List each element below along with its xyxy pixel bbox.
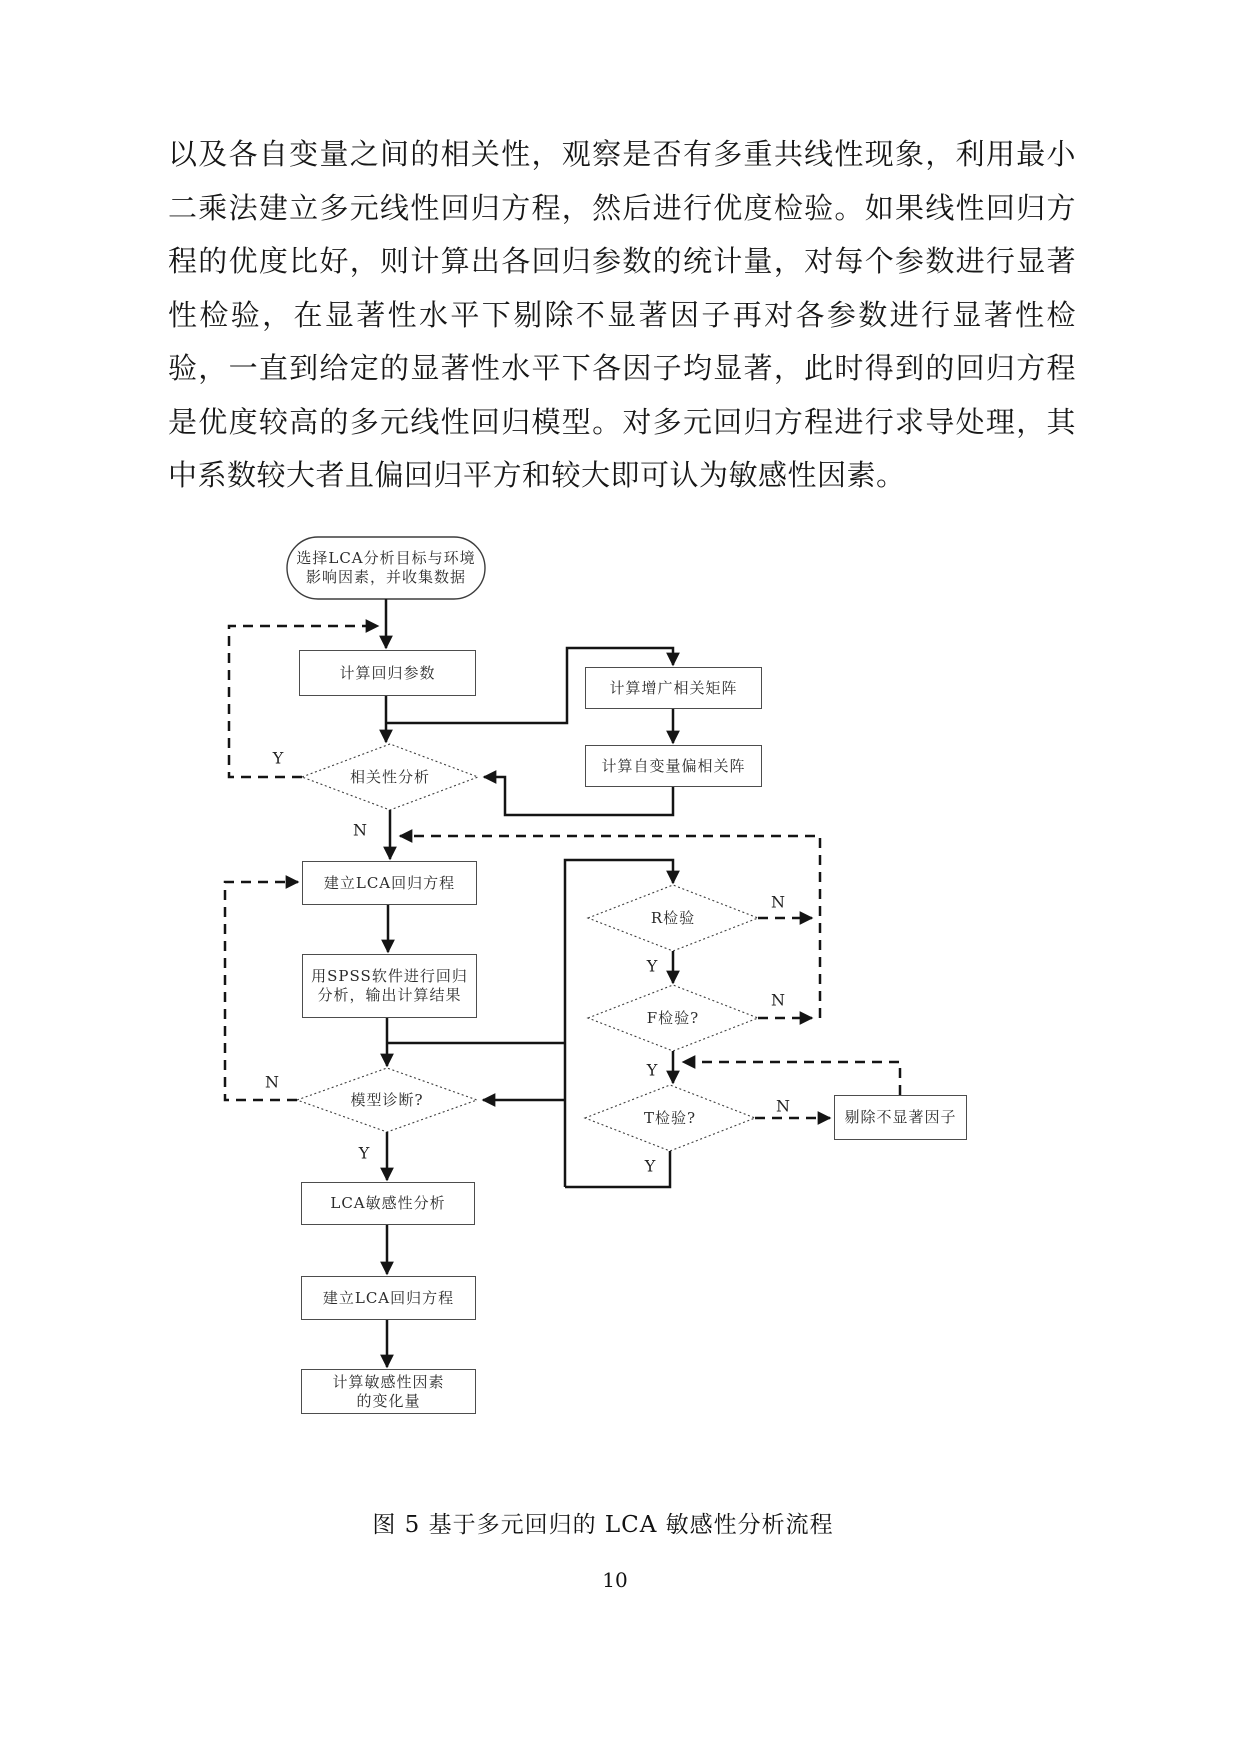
node-lca-sensitivity: LCA敏感性分析 <box>301 1182 475 1225</box>
label-correlation-no: N <box>353 820 367 840</box>
page-number: 10 <box>602 1568 628 1592</box>
node-spss-line2: 分析，输出计算结果 <box>317 986 462 1004</box>
figure-flowchart <box>150 500 1050 1440</box>
node-calc-sensitivity-change <box>301 1369 476 1414</box>
node-start-line1: 选择LCA分析目标与环境 <box>296 549 476 567</box>
node-calc-partial-matrix: 计算自变量偏相关阵 <box>585 745 762 787</box>
node-start-line2: 影响因素，并收集数据 <box>305 568 466 586</box>
node-model-diagnosis: 模型诊断? <box>350 1090 424 1109</box>
node-spss-line1: 用SPSS软件进行回归 <box>311 967 468 985</box>
node-build-lca-regression-2: 建立LCA回归方程 <box>301 1276 476 1320</box>
figure-caption: 图 5 基于多元回归的 LCA 敏感性分析流程 <box>372 1512 834 1538</box>
node-spss-regression <box>302 954 477 1018</box>
label-r-test-yes: Y <box>646 956 658 976</box>
node-calc-augmented-matrix: 计算增广相关矩阵 <box>585 667 762 709</box>
label-t-test-no: N <box>776 1096 790 1116</box>
node-remove-insignificant: 剔除不显著因子 <box>834 1095 967 1140</box>
node-calc-sensitivity-change-line1: 计算敏感性因素 <box>332 1372 445 1391</box>
node-start <box>287 537 485 599</box>
label-diagnosis-yes: Y <box>358 1143 370 1163</box>
node-f-test: F检验? <box>646 1008 700 1027</box>
node-build-lca-regression-1: 建立LCA回归方程 <box>302 861 477 905</box>
node-calc-regression-params: 计算回归参数 <box>299 650 476 696</box>
label-f-test-no: N <box>771 990 785 1010</box>
label-correlation-yes: Y <box>272 748 284 768</box>
flowchart-connectors <box>150 500 1050 1440</box>
label-diagnosis-no: N <box>265 1072 279 1092</box>
node-r-test: R检验 <box>650 908 696 927</box>
node-calc-sensitivity-change-line2: 的变化量 <box>356 1391 421 1410</box>
label-t-test-yes: Y <box>644 1156 656 1176</box>
label-r-test-no: N <box>771 892 785 912</box>
body-paragraph: 以及各自变量之间的相关性，观察是否有多重共线性现象，利用最小二乘法建立多元线性回归方程，然后进行优度检验。如果线性回归方程的优度比好，则计算出各回归参数的统计量，对每个参数进行显著性检验，在显著性水平下剔除不显著因子再对各参数进行显著性检验，一直到给定的显著性水平下各因子均显著，此时得到的回归方程是优度较高的多元线性回归模型。对多元回归方程进行求导处理，其中系数较大者且偏回归平方和较大即可认为敏感性因素。 <box>168 137 1076 492</box>
node-t-test: T检验? <box>643 1108 697 1127</box>
label-f-test-yes: Y <box>646 1060 658 1080</box>
node-correlation-analysis: 相关性分析 <box>349 767 430 786</box>
